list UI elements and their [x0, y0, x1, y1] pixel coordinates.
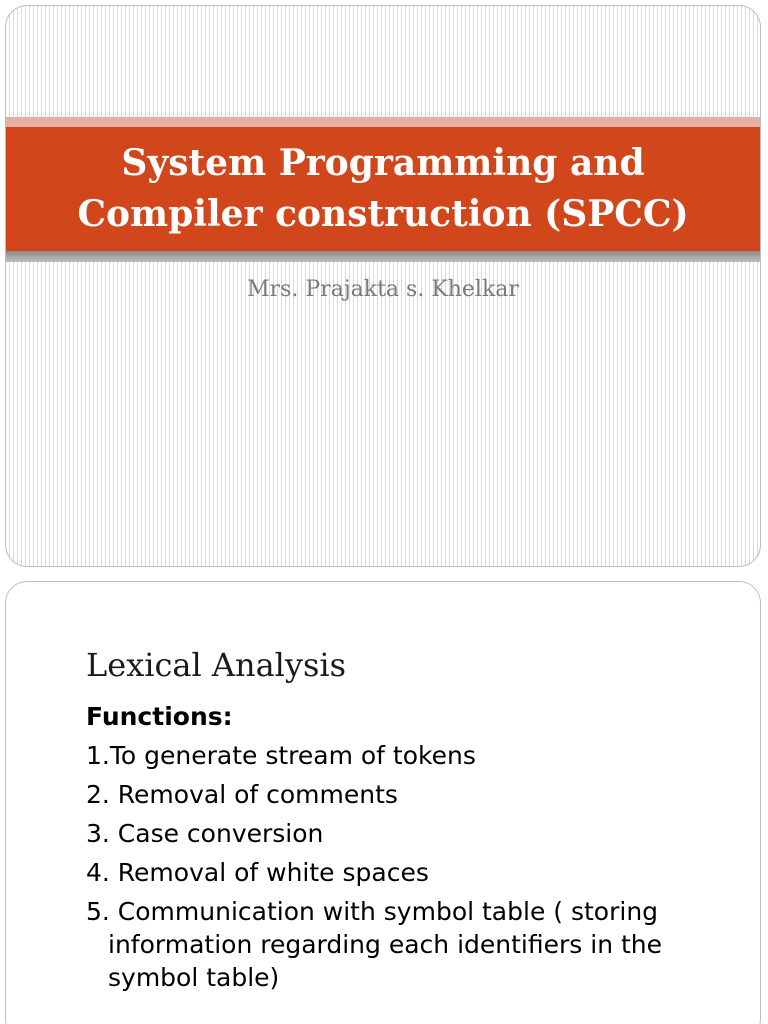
title-slide [5, 5, 761, 567]
list-item: 1.To generate stream of tokens [86, 741, 476, 770]
slide-heading: Lexical Analysis [86, 646, 347, 684]
title-band-shadow-strip [6, 251, 760, 262]
list-item: 3. Case conversion [86, 819, 324, 848]
list-item: 2. Removal of comments [86, 780, 398, 809]
slide-body [86, 700, 746, 1000]
functions-label: Functions: [86, 702, 233, 731]
title-band-top-strip [6, 117, 760, 127]
functions-list [86, 739, 746, 994]
slide-title: System Programming and Compiler construction (SPCC) [77, 142, 689, 235]
list-item: 4. Removal of white spaces [86, 858, 429, 887]
content-slide [5, 581, 761, 1024]
slide-subtitle: Mrs. Prajakta s. Khelkar [247, 277, 519, 302]
title-band [6, 127, 760, 251]
list-item: 5. Communication with symbol table ( storing information regarding each identifiers in the symbol table) [86, 897, 663, 992]
